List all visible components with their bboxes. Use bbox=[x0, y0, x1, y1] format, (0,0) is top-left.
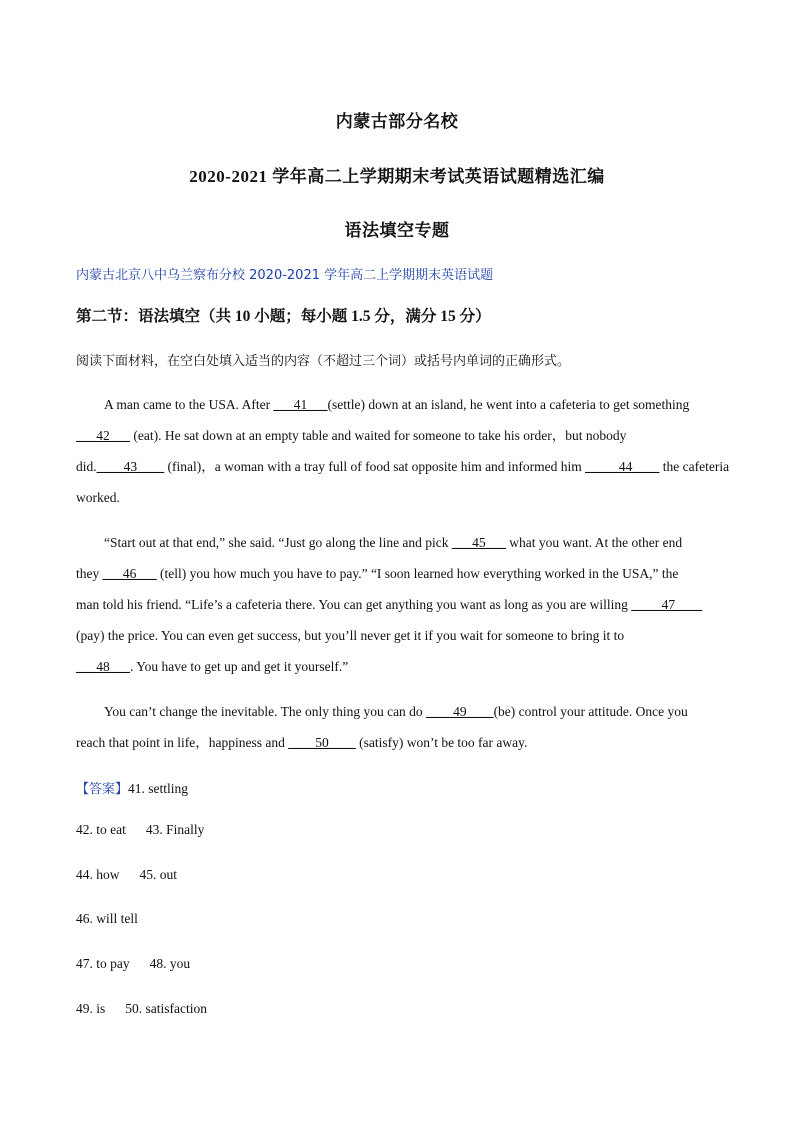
blank-41: ___41___ bbox=[273, 397, 328, 412]
paragraph-line bbox=[76, 626, 721, 657]
text-run: “Start out at that end,” she said. “Just go along the line and pick bbox=[104, 535, 452, 550]
paragraph-line bbox=[76, 702, 721, 733]
text-run: (satisfy) won’t be too far away. bbox=[355, 735, 528, 750]
section-title: 第二节：语法填空（共 10 小题；每小题 1.5 分，满分 15 分） bbox=[76, 308, 491, 325]
blank-44: _____44____ bbox=[585, 459, 660, 474]
text-run: reach that point in life，happiness and bbox=[76, 735, 289, 750]
text-run: (tell) you how much you have to pay.” “I soon learned how everything worked in the USA,” the bbox=[156, 566, 679, 581]
answer-50: 50. satisfaction bbox=[125, 1001, 207, 1016]
blank-43: ____43____ bbox=[96, 459, 165, 474]
paragraph-line bbox=[76, 457, 730, 488]
answer-43: 43. Finally bbox=[145, 822, 205, 837]
paragraph-line bbox=[76, 564, 721, 595]
answer-label: 【答案】 bbox=[76, 782, 129, 797]
answer-line bbox=[76, 867, 177, 883]
passage-paragraph-2 bbox=[76, 533, 721, 688]
answer-47: 47. to pay bbox=[76, 956, 130, 971]
paragraph-line bbox=[76, 395, 721, 426]
answer-42: 42. to eat bbox=[76, 822, 126, 837]
answer-line bbox=[76, 1001, 207, 1017]
topic-title: 语法填空专题 bbox=[344, 221, 450, 240]
answer-41: 41. settling bbox=[128, 781, 189, 796]
paragraph-line bbox=[76, 657, 721, 688]
text-run: (be) control your attitude. Once you bbox=[493, 704, 688, 719]
document-title: 内蒙古部分名校 bbox=[335, 112, 459, 131]
passage-paragraph-3 bbox=[76, 702, 721, 764]
answer-line bbox=[76, 822, 204, 838]
text-run: . You have to get up and get it yourself.” bbox=[130, 659, 349, 674]
text-run: they bbox=[76, 566, 103, 581]
text-run: worked. bbox=[76, 490, 120, 505]
blank-46: ___46___ bbox=[102, 566, 157, 581]
paragraph-line bbox=[76, 533, 721, 564]
instructions: 阅读下面材料，在空白处填入适当的内容（不超过三个词）或括号内单词的正确形式。 bbox=[76, 354, 571, 369]
blank-45: ___45___ bbox=[451, 535, 506, 550]
text-run: what you want. At the other end bbox=[505, 535, 683, 550]
passage-paragraph-1 bbox=[76, 395, 730, 519]
text-run: (settle) down at an island, he went into a cafeteria to get something bbox=[327, 397, 690, 412]
text-run: did. bbox=[76, 459, 97, 474]
blank-49: ____49____ bbox=[426, 704, 494, 719]
paragraph-line bbox=[76, 733, 721, 764]
blank-47: ____47____ bbox=[631, 597, 703, 612]
paragraph-line bbox=[76, 426, 721, 457]
answer-48: 48. you bbox=[149, 956, 191, 971]
paragraph-line bbox=[76, 595, 721, 626]
text-run: (eat). He sat down at an empty table and waited for someone to take his order，but nobody bbox=[130, 428, 627, 443]
text-run: A man came to the USA. After bbox=[104, 397, 274, 412]
answer-45: 45. out bbox=[139, 867, 178, 882]
text-run: (final)，a woman with a tray full of food sat opposite him and informed him bbox=[164, 459, 586, 474]
answer-46: 46. will tell bbox=[76, 911, 138, 926]
answer-line bbox=[76, 956, 190, 972]
blank-48: ___48___ bbox=[76, 659, 130, 674]
text-run: You can’t change the inevitable. The only thing you can do bbox=[104, 704, 427, 719]
answer-49: 49. is bbox=[76, 1001, 106, 1016]
answer-line bbox=[76, 911, 138, 927]
paragraph-line bbox=[76, 488, 721, 519]
text-run: man told his friend. “Life’s a cafeteria there. You can get anything you want as long as you are willing bbox=[76, 597, 632, 612]
text-run: the cafeteria bbox=[659, 459, 730, 474]
blank-42: ___42___ bbox=[76, 428, 130, 443]
answer-44: 44. how bbox=[76, 867, 120, 882]
answer-line bbox=[76, 778, 188, 797]
text-run: (pay) the price. You can even get success, but you’ll never get it if you wait for someone to bring it to bbox=[76, 628, 625, 643]
document-subtitle: 2020-2021 学年高二上学期期末考试英语试题精选汇编 bbox=[189, 167, 605, 186]
exam-source: 内蒙古北京八中乌兰察布分校 2020-2021 学年高二上学期期末英语试题 bbox=[76, 268, 494, 283]
blank-50: ____50____ bbox=[288, 735, 356, 750]
